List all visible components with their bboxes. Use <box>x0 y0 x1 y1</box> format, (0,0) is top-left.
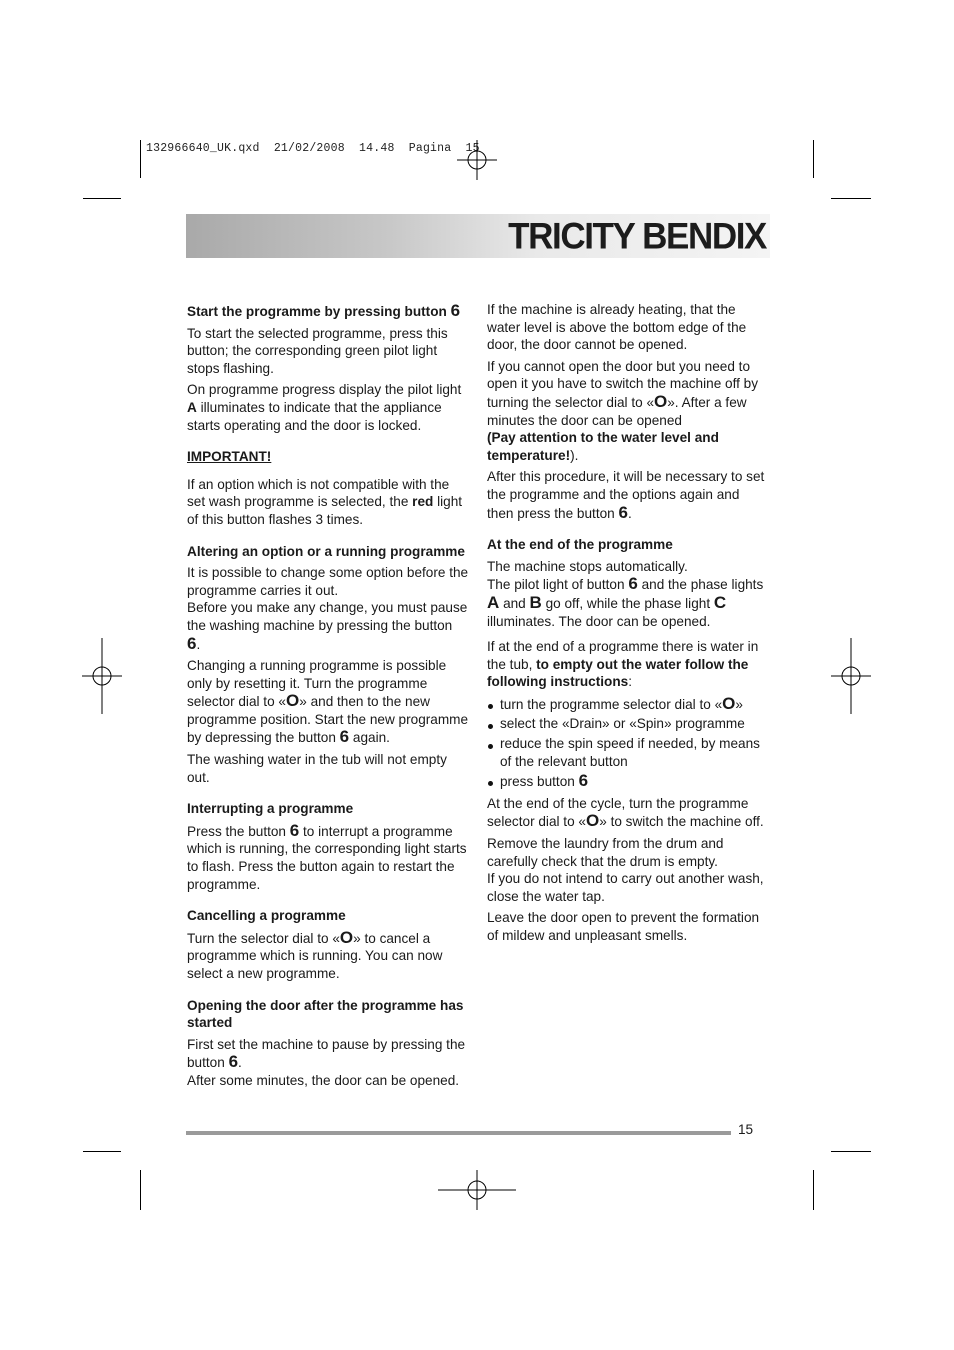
section-heading: Opening the door after the programme has started <box>187 997 464 1031</box>
footer-rule <box>186 1131 731 1135</box>
paragraph: If you cannot open the door but you need to open it you have to switch the machine off by turning the selector dial to «O». After a few minutes the door can be opened <box>487 358 759 428</box>
important-heading: IMPORTANT! <box>187 449 272 465</box>
section-heading: Start the programme by pressing button 6 <box>187 301 461 320</box>
paragraph: The machine stops automatically. <box>487 558 688 574</box>
crop-mark <box>813 1170 814 1210</box>
crop-mark <box>831 198 871 199</box>
section-heading: At the end of the programme <box>487 537 673 553</box>
registration-mark-icon <box>457 140 497 180</box>
section-heading: Altering an option or a running programme <box>187 543 465 559</box>
header-banner <box>186 214 770 258</box>
paragraph: At the end of the cycle, turn the programme selector dial to «O» to switch the machine off. <box>487 795 764 831</box>
paragraph: Press the button 6 to interrupt a programme which is running, the corresponding light starts to flash. Press the button again to restart the programme. <box>187 820 467 892</box>
paragraph: After this procedure, it will be necessary to set the programme and the options again and then press the button 6. <box>487 469 765 522</box>
list-item: reduce the spin speed if needed, by means of the relevant button <box>487 735 767 770</box>
paragraph: Changing a running programme is possible only by resetting it. Turn the programme selector dial to «O» and then to the new programme position. Start the new programme by depressing the button 6 again. <box>187 658 469 747</box>
registration-mark-icon <box>438 1170 516 1210</box>
paragraph: First set the machine to pause by pressing the button 6. <box>187 1036 466 1072</box>
instruction-list <box>487 695 767 791</box>
paragraph: Leave the door open to prevent the formation of mildew and unpleasant smells. <box>487 910 760 943</box>
crop-mark <box>140 1170 141 1210</box>
list-item: press button 6 <box>487 772 767 791</box>
paragraph: If at the end of a programme there is water in the tub, to empty out the water follow the following instructions: <box>487 639 759 690</box>
paragraph: If you do not intend to carry out another wash, close the water tap. <box>487 871 764 904</box>
registration-mark-icon <box>82 638 122 714</box>
crop-mark <box>831 1151 871 1152</box>
crop-mark <box>140 140 141 178</box>
registration-mark-icon <box>831 638 871 714</box>
paragraph: Turn the selector dial to «O» to cancel a programme which is running. You can now select a new programme. <box>187 927 443 981</box>
section-heading: Interrupting a programme <box>187 801 354 817</box>
section-heading: Cancelling a programme <box>187 908 346 924</box>
paragraph: If an option which is not compatible with the set wash programme is selected, the red light of this button flashes 3 times. <box>187 476 463 527</box>
paragraph: (Pay attention to the water level and temperature!). <box>487 430 719 463</box>
left-column <box>187 302 469 1094</box>
crop-mark <box>813 140 814 178</box>
print-slug: 132966640_UK.qxd 21/02/2008 14.48 Pagina 15 <box>146 142 480 155</box>
list-item: select the «Drain» or «Spin» programme <box>487 715 767 733</box>
paragraph: If the machine is already heating, that the water level is above the bottom edge of the door, the door cannot be opened. <box>487 302 747 353</box>
page-number: 15 <box>738 1122 754 1137</box>
crop-mark <box>83 198 121 199</box>
crop-mark <box>83 1151 121 1152</box>
paragraph: On programme progress display the pilot light A illuminates to indicate that the appliance starts operating and the door is locked. <box>187 382 462 433</box>
right-column <box>487 301 767 949</box>
list-item: turn the programme selector dial to «O» <box>487 695 767 714</box>
paragraph: Before you make any change, you must pause the washing machine by pressing the button 6. <box>187 600 468 653</box>
paragraph: It is possible to change some option before the programme carries it out. <box>187 565 469 598</box>
paragraph: Remove the laundry from the drum and carefully check that the drum is empty. <box>487 836 724 869</box>
paragraph: The washing water in the tub will not empty out. <box>187 752 447 785</box>
paragraph: After some minutes, the door can be opened. <box>187 1072 460 1088</box>
paragraph: To start the selected programme, press this button; the corresponding green pilot light stops flashing. <box>187 325 448 376</box>
paragraph: The pilot light of button 6 and the phase lights A and B go off, while the phase light C illuminates. The door can be opened. <box>487 574 764 629</box>
brand-logo: TRICITY BENDIX <box>508 216 766 257</box>
